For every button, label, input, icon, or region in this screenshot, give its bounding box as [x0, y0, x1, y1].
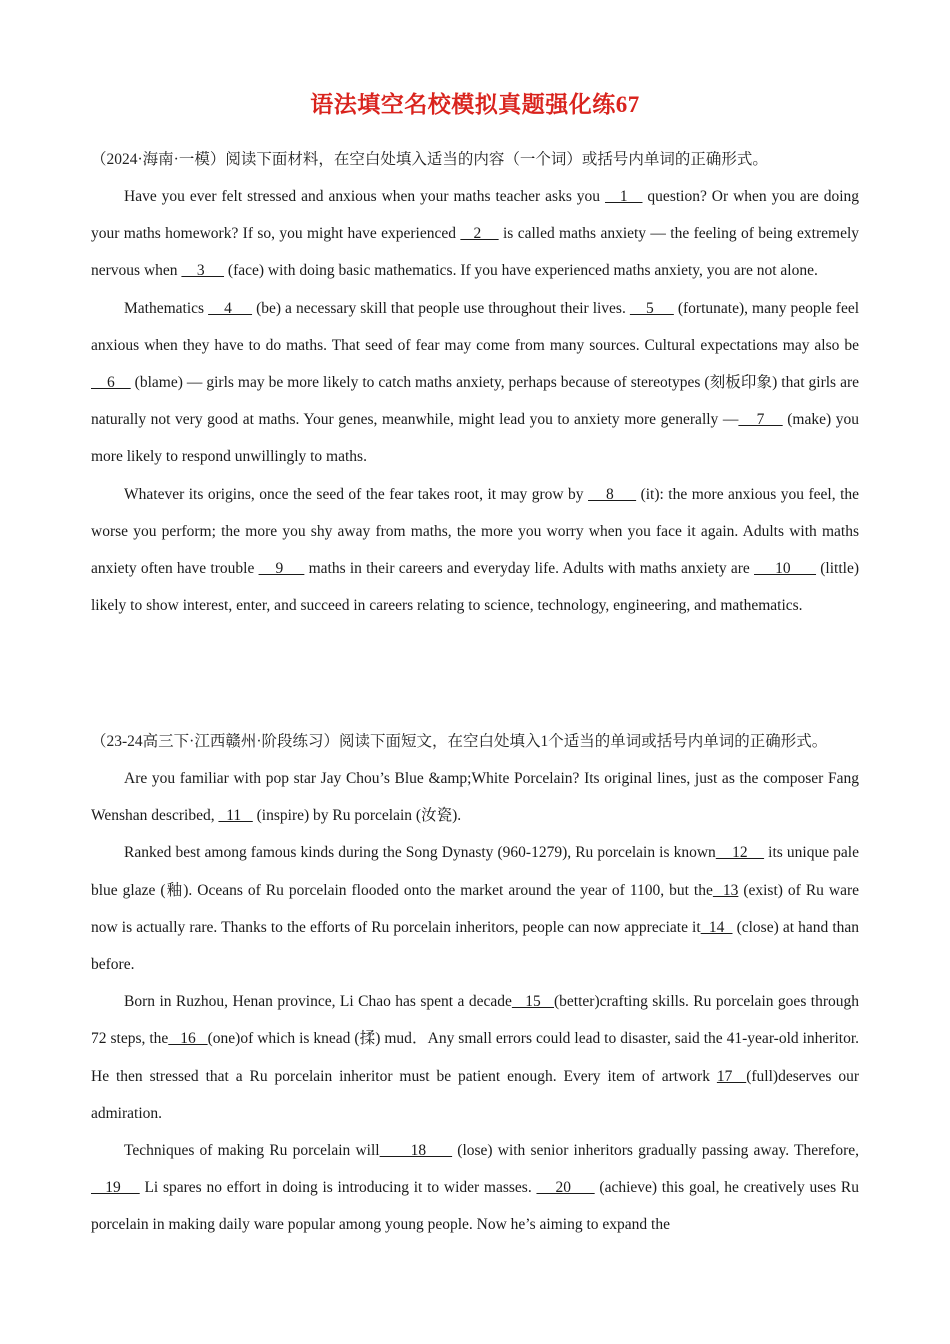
passage-text: Have you ever felt stressed and anxious when your maths teacher asks you — [124, 188, 606, 205]
passage-text: Whatever its origins, once the seed of the fear takes root, it may grow by — [124, 485, 589, 503]
passage-text: (exist) of Ru ware now is actually rare. Thanks to the efforts of Ru porcelain inheritors, people can now appreciate it — [91, 881, 860, 936]
section-intro: （23-24高三下·江西赣州·阶段练习）阅读下面短文，在空白处填入1个适当的单词或括号内单词的正确形式。 — [91, 733, 828, 750]
answer-blank: 9 — [258, 560, 305, 578]
passage-text: Are you familiar with pop star Jay Chou’s Blue &amp;White Porcelain? Its original lines, just as the composer Fang Wenshan described, — [91, 770, 859, 825]
exercise-section-1 — [91, 141, 859, 624]
answer-blank: 13 — [712, 881, 739, 899]
passage-text: (be) a necessary skill that people use throughout their lives. — [252, 299, 630, 317]
passage-paragraph — [91, 476, 859, 625]
passage-paragraph — [91, 983, 859, 1132]
passage-paragraph — [91, 1132, 859, 1244]
passage-text: (it): the more anxious you feel, the worse you perform; the more you shy away from maths, the more you worry when you face it again. Adults with maths anxiety often have trouble — [91, 485, 860, 578]
passage-text: Techniques of making Ru porcelain will — [124, 1142, 380, 1160]
passage-text: question? Or when you are doing your maths homework? If so, you might have experienced — [91, 188, 860, 243]
answer-blank: 6 — [91, 374, 131, 392]
passage-text: (close) at hand than before. — [91, 918, 860, 974]
answer-blank: 14 — [700, 918, 733, 936]
passage-text: (full)deserves our admiration. — [91, 1067, 860, 1122]
answer-blank: 4 — [208, 299, 253, 317]
answer-blank: 10 — [754, 560, 817, 578]
passage-paragraph — [91, 834, 859, 983]
passage-text: Li spares no effort in doing is introducing it to wider masses. — [139, 1179, 537, 1197]
answer-blank: 17 — [716, 1067, 747, 1085]
answer-blank: 16 — [168, 1030, 208, 1048]
answer-blank: 7 — [738, 411, 783, 429]
answer-blank: 2 — [460, 225, 499, 243]
passage-paragraph — [91, 178, 859, 290]
passage-text: its unique pale blue glaze (釉). Oceans of Ru porcelain flooded onto the market around the year of 1100, but the — [91, 844, 859, 899]
answer-blank: 15 — [511, 993, 555, 1011]
answer-blank: 1 — [605, 188, 643, 205]
section-intro: （2024·海南·一模）阅读下面材料，在空白处填入适当的内容（一个词）或括号内单词的正确形式。 — [91, 151, 768, 168]
passage-text: Mathematics — [124, 299, 209, 317]
page-title: 语法填空名校模拟真题强化练67 — [310, 92, 640, 117]
passage-text: Born in Ruzhou, Henan province, Li Chao has spent a decade — [124, 993, 512, 1011]
answer-blank: 5 — [629, 299, 674, 317]
passage-text: (lose) with senior inheritors gradually passing away. Therefore, — [452, 1142, 859, 1160]
passage-text: (achieve) this goal, he creatively uses Ru porcelain in making daily ware popular among young people. Now he’s aiming to expand the — [91, 1179, 860, 1234]
passage-text: (better)crafting skills. Ru porcelain goes through 72 steps, the — [91, 993, 860, 1048]
passage-paragraph — [91, 290, 859, 476]
answer-blank: 19 — [91, 1179, 140, 1197]
passage-text: maths in their careers and everyday life. Adults with maths anxiety are — [304, 560, 755, 578]
answer-blank: 20 — [536, 1179, 595, 1197]
exercise-section-2 — [91, 723, 859, 1244]
answer-blank: 8 — [588, 485, 637, 503]
passage-paragraph — [91, 760, 859, 834]
passage-text: (blame) — girls may be more likely to catch maths anxiety, perhaps because of stereotypes (刻板印象) that girls are naturally not very good at maths. Your genes, meanwhile, might lead you to anxiety more generally — — [91, 374, 860, 429]
passage-text: (inspire) by Ru porcelain (汝瓷). — [252, 807, 462, 825]
passage-text: is called maths anxiety — the feeling of being extremely nervous when — [91, 225, 860, 280]
passage-text: (one)of which is knead (揉) mud．Any small errors could lead to disaster, said the 41-year-old inheritor. He then stressed that a Ru porcelain inheritor must be patient enough. Every item of artwork — [91, 1030, 860, 1085]
passage-text: (fortunate), many people feel anxious when they have to do maths. That seed of fear may come from many sources. Cultural expectations may also be — [91, 299, 860, 354]
passage-text: Ranked best among famous kinds during the Song Dynasty (960-1279), Ru porcelain is known — [124, 844, 716, 862]
passage-text: (face) with doing basic mathematics. If you have experienced maths anxiety, you are not alone. — [224, 262, 818, 280]
passage-text: (little) likely to show interest, enter, and succeed in careers relating to science, technology, engineering, and mathematics. — [91, 560, 859, 615]
answer-blank: 11 — [218, 807, 253, 825]
answer-blank: 18 — [379, 1142, 453, 1160]
passage-text: (make) you more likely to respond unwillingly to maths. — [91, 411, 859, 466]
answer-blank: 12 — [715, 844, 765, 862]
answer-blank: 3 — [181, 262, 225, 280]
